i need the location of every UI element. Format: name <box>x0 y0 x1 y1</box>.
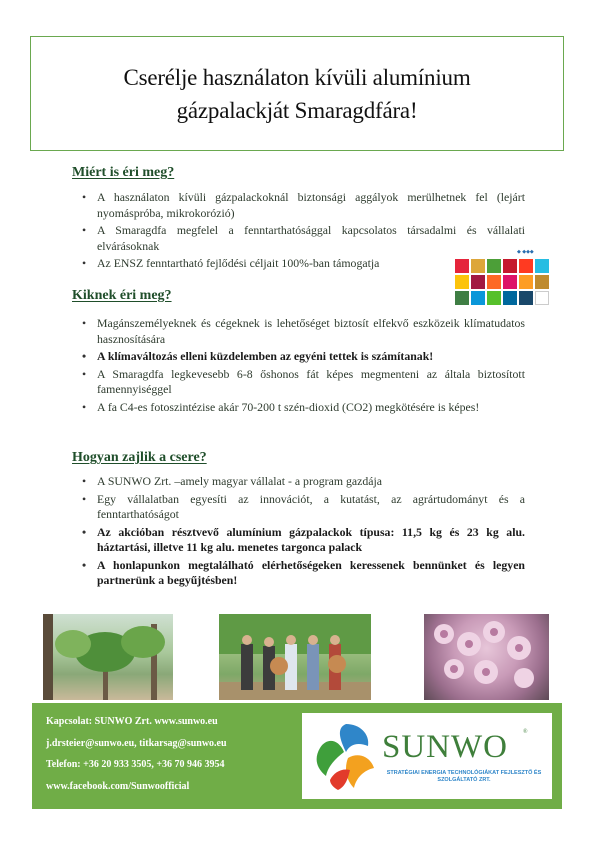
contact-facebook: www.facebook.com/Sunwoofficial <box>46 780 190 792</box>
sdg-grid <box>455 259 549 305</box>
sunwo-logo <box>302 713 552 799</box>
sdg-goal-tile <box>535 275 549 289</box>
section-list-who <box>80 316 525 417</box>
logo-registered-mark: ® <box>523 729 528 735</box>
list-item: • Egy vállalatban egyesíti az innovációt, a kutatást, az agrártudományt és a fenntarthatóságot <box>80 492 525 523</box>
list-item: • A SUNWO Zrt. –amely magyar vállalat - a program gazdája <box>80 474 525 490</box>
sdg-goal-tile <box>519 291 533 305</box>
title-line-2: gázpalackját Smaragdfára! <box>176 97 418 123</box>
sdg-goal-tile <box>471 259 485 273</box>
sdg-goal-tile <box>487 275 501 289</box>
list-item: • A fa C4-es fotoszintézise akár 70-200 t szén-dioxid (CO2) megkötésére is képes! <box>80 400 525 416</box>
group-photo-illustration <box>219 614 371 700</box>
section-heading-how: Hogyan zajlik a csere? <box>72 450 207 465</box>
logo-tagline: STRATÉGIAI ENERGIA TECHNOLÓGIÁKAT FEJLESZTŐ ÉS SZOLGÁLTATÓ ZRT. <box>386 770 542 783</box>
contact-block <box>46 711 227 797</box>
sdg-goal-tile <box>503 275 517 289</box>
sdg-goal-tile <box>455 275 469 289</box>
list-item: • A Smaragdfa legkevesebb 6-8 őshonos fát képes megmenteni az általa biztosított famennyiséggel <box>80 367 525 398</box>
photo-group-people <box>219 614 371 700</box>
section-heading-why: Miért is éri meg? <box>72 165 175 180</box>
list-item: • A klímaváltozás elleni küzdelemben az egyéni tettek is számítanak! <box>80 349 525 365</box>
tree-plantation-illustration <box>43 614 173 700</box>
section-list-how <box>80 474 525 591</box>
list-item: • A használaton kívüli gázpalackoknál biztonsági aggályok merülhetnek fel (lejárt nyomáspróba, mikrokorózió) <box>80 190 525 221</box>
sdg-goal-tile <box>503 291 517 305</box>
title-line-1: Cserélje használaton kívüli alumínium <box>123 64 471 90</box>
sdg-goal-tile <box>519 259 533 273</box>
section-heading-who: Kiknek éri meg? <box>72 288 172 303</box>
list-item: • Magánszemélyeknek és cégeknek is lehetőséget biztosít elfekvő eszközeik klímatudatos hasznosítására <box>80 316 525 347</box>
list-item: • Az ENSZ fenntartható fejlődési céljait 100%-ban támogatja <box>80 256 447 272</box>
sdg-goal-tile <box>487 259 501 273</box>
sdg-logo: ◆ ◆◆◆ <box>517 249 534 255</box>
sdg-goal-tile <box>471 291 485 305</box>
sdg-goal-tile <box>455 259 469 273</box>
sdg-goal-tile <box>519 275 533 289</box>
contact-emails: j.drsteier@sunwo.eu, titkarsag@sunwo.eu <box>46 737 227 749</box>
title-box <box>30 36 564 151</box>
sdg-goal-tile <box>535 259 549 273</box>
logo-wordmark: SUNWO <box>382 729 508 765</box>
photo-tree-plantation <box>43 614 173 700</box>
contact-phone: Telefon: +36 20 933 3505, +36 70 946 3954 <box>46 759 225 770</box>
sunwo-logo-icon <box>308 718 384 794</box>
list-item: • A honlapunkon megtalálható elérhetőségeken keressenek bennünket és legyen partnerünk a begyűjtésben! <box>80 558 525 589</box>
sdg-goals-image <box>455 249 552 305</box>
sdg-goal-tile <box>503 259 517 273</box>
sdg-goal-tile <box>471 275 485 289</box>
list-item: • Az akcióban résztvevő alumínium gázpalackok típusa: 11,5 kg és 23 kg alu. háztartási, illetve 11 kg alu. menetes targonca palack <box>80 525 525 556</box>
sdg-goal-tile <box>455 291 469 305</box>
sdg-goal-tile <box>487 291 501 305</box>
flowers-illustration <box>424 614 549 700</box>
contact-company: Kapcsolat: SUNWO Zrt. www.sunwo.eu <box>46 716 218 727</box>
footer-contact-panel <box>32 703 562 809</box>
list-item: • A Smaragdfa megfelel a fenntarthatósággal kapcsolatos társadalmi és vállalati elvárásoknak <box>80 223 525 254</box>
photo-paulownia-flowers <box>424 614 549 700</box>
sdg-goal-tile <box>535 291 549 305</box>
